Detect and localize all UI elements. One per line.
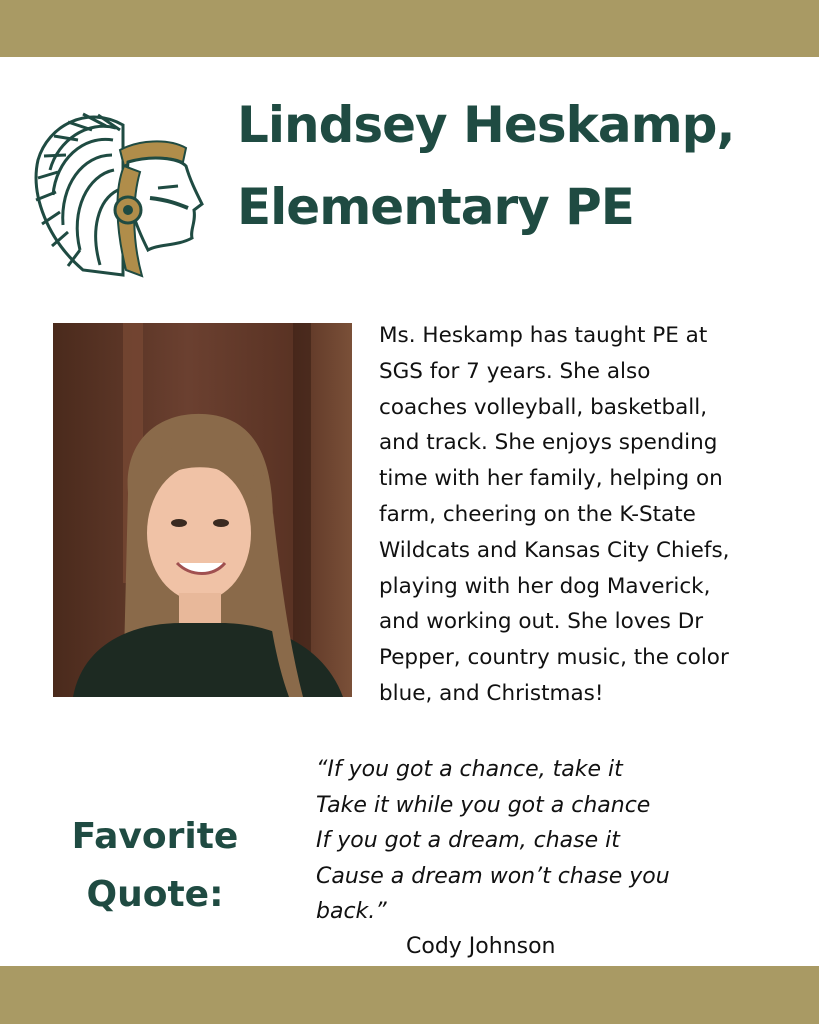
title-line: Elementary PE xyxy=(237,178,634,236)
quote-text xyxy=(316,752,796,930)
bio-line: time with her family, helping on xyxy=(379,466,723,492)
favorite-quote-heading xyxy=(20,808,290,924)
bottom-band xyxy=(0,966,819,1024)
teacher-portrait-photo xyxy=(53,323,352,697)
bio-line: coaches volleyball, basketball, xyxy=(379,394,708,420)
favorite-heading-line: Quote: xyxy=(86,874,224,915)
bio-line: Ms. Heskamp has taught PE at xyxy=(379,323,708,348)
quote-line: “If you got a chance, take it xyxy=(316,757,623,782)
quote-line: Cause a dream won’t chase you xyxy=(316,863,670,889)
title-line: Lindsey Heskamp, xyxy=(237,96,735,154)
bio-line: Pepper, country music, the color xyxy=(379,645,729,671)
page-title xyxy=(237,84,807,248)
indian-headdress-logo-icon xyxy=(28,100,208,280)
favorite-heading-line: Favorite xyxy=(71,816,239,857)
bio-line: and working out. She loves Dr xyxy=(379,609,704,635)
quote-line: back.” xyxy=(316,899,387,924)
bio-line: farm, cheering on the K-State xyxy=(379,501,696,527)
quote-line: If you got a dream, chase it xyxy=(316,828,620,853)
top-band xyxy=(0,0,819,57)
bio-text xyxy=(379,318,799,712)
bio-line: and track. She enjoys spending xyxy=(379,430,718,456)
quote-author: Cody Johnson xyxy=(406,934,556,959)
bio-line: blue, and Christmas! xyxy=(379,680,604,706)
quote-line: Take it while you got a chance xyxy=(316,792,651,818)
bio-line: Wildcats and Kansas City Chiefs, xyxy=(379,537,730,563)
bio-line: playing with her dog Maverick, xyxy=(379,573,711,599)
bio-line: SGS for 7 years. She also xyxy=(379,358,651,384)
